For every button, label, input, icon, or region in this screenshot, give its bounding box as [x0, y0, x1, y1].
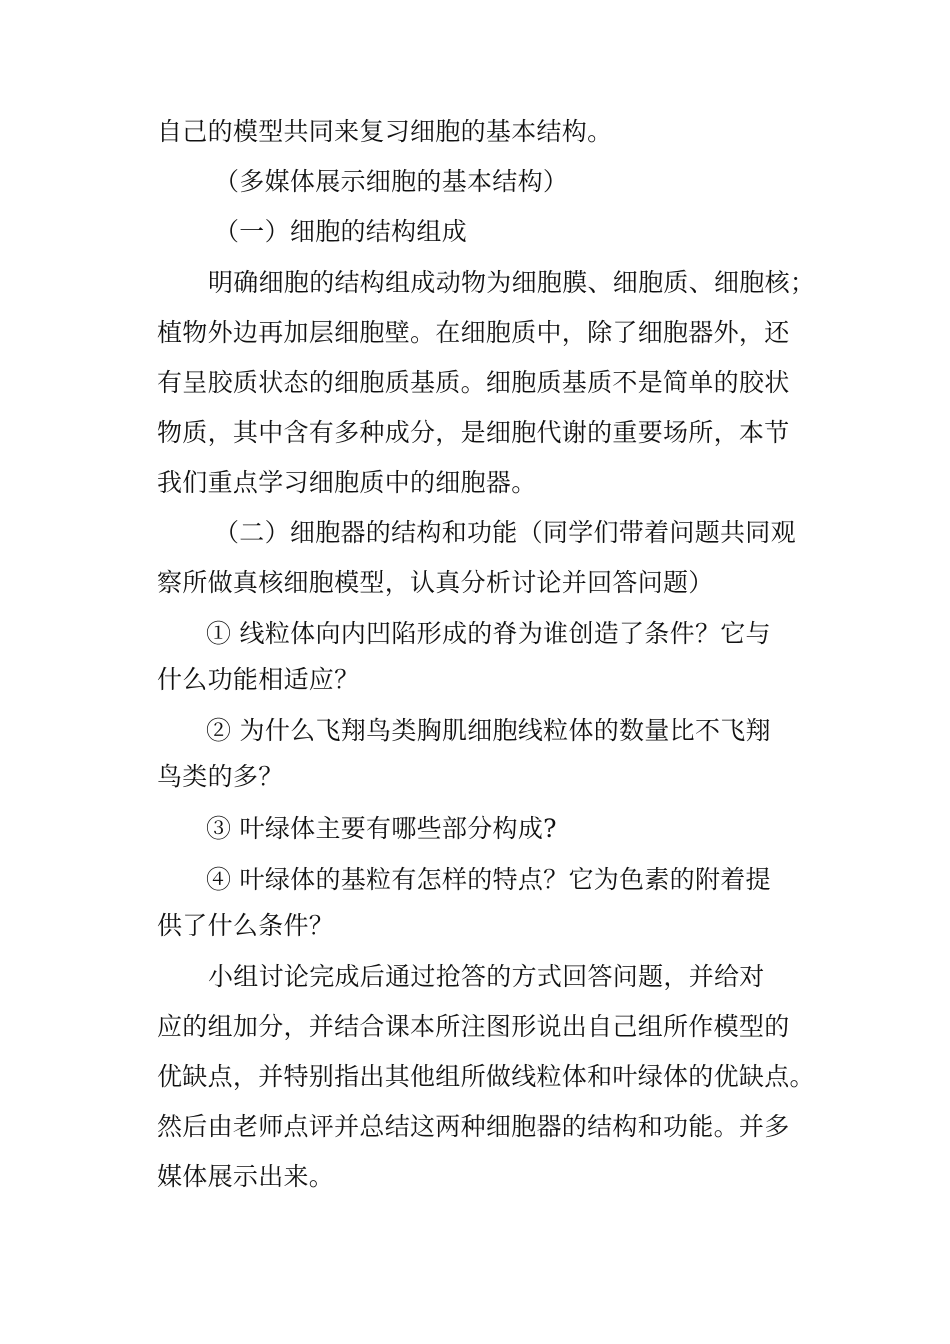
- paragraph-line: 我们重点学习细胞质中的细胞器。: [157, 468, 537, 497]
- paragraph-line: 有呈胶质状态的细胞质基质。细胞质基质不是简单的胶状: [157, 368, 790, 397]
- question-line: ③ 叶绿体主要有哪些部分构成?: [206, 814, 557, 843]
- paragraph-line: 察所做真核细胞模型，认真分析讨论并回答问题）: [157, 568, 714, 597]
- section-heading: （一）细胞的结构组成: [214, 217, 468, 246]
- paragraph-line: 明确细胞的结构组成动物为细胞膜、细胞质、细胞核；: [208, 268, 816, 297]
- paragraph-line: 植物外边再加层细胞壁。在细胞质中，除了细胞器外，还: [157, 318, 790, 347]
- question-line: 什么功能相适应？: [157, 665, 360, 694]
- paragraph-line: 应的组加分，并结合课本所注图形说出自己组所作模型的: [157, 1012, 790, 1041]
- paragraph-line: 媒体展示出来。: [157, 1162, 335, 1191]
- question-line: ④ 叶绿体的基粒有怎样的特点？它为色素的附着提: [206, 865, 771, 894]
- paragraph-line: （多媒体展示细胞的基本结构）: [214, 167, 569, 196]
- question-line: 鸟类的多？: [157, 762, 284, 791]
- question-line: 供了什么条件？: [157, 911, 335, 940]
- paragraph-line: 然后由老师点评并总结这两种细胞器的结构和功能。并多: [157, 1112, 790, 1141]
- section-heading: （二）细胞器的结构和功能（同学们带着问题共同观: [214, 518, 796, 547]
- paragraph-line: 自己的模型共同来复习细胞的基本结构。: [157, 117, 613, 146]
- question-line: ② 为什么飞翔鸟类胸肌细胞线粒体的数量比不飞翔: [206, 716, 771, 745]
- paragraph-line: 小组讨论完成后通过抢答的方式回答问题，并给对: [208, 962, 765, 991]
- paragraph-line: 优缺点，并特别指出其他组所做线粒体和叶绿体的优缺点。: [157, 1062, 815, 1091]
- question-line: ① 线粒体向内凹陷形成的脊为谁创造了条件？它与: [206, 619, 771, 648]
- paragraph-line: 物质，其中含有多种成分，是细胞代谢的重要场所，本节: [157, 418, 790, 447]
